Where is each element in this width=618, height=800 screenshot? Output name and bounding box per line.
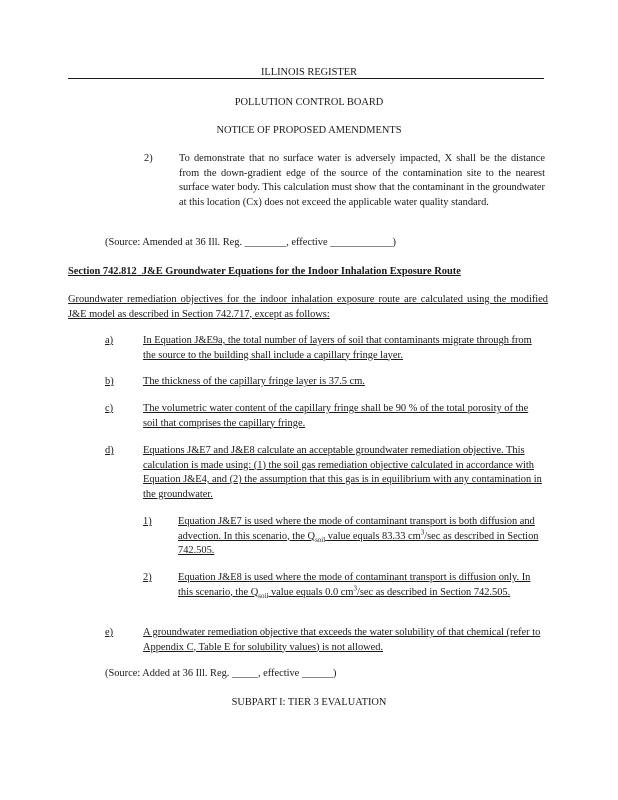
subpart-heading: SUBPART I: TIER 3 EVALUATION <box>231 697 387 708</box>
item-2-label: 2) <box>144 153 153 164</box>
subitem-1-label: 1) <box>143 516 152 527</box>
item-c-label: c) <box>105 403 114 414</box>
section-title: J&E Groundwater Equations for the Indoor Inhalation Exposure Route <box>141 266 461 277</box>
item-a-text: In Equation J&E9a, the total number of layers of soil that contaminants migrate through from the source to the building shall include a capillary fringe layer. <box>143 335 532 361</box>
subitem-1-text: Equation J&E7 is used where the mode of contaminant transport is both diffusion and advection. In this scenario, the $Q_{soil}$ value equals 83.33 $cm^3/\sec$ as described in Section 742.505. <box>178 516 539 556</box>
item-d-label: d) <box>105 445 114 456</box>
item-a-label: a) <box>105 335 114 346</box>
section-number: Section 742.812 <box>68 266 137 277</box>
source-note-amended: (Source: Amended at 36 Ill. Reg. ________, effective ____________) <box>105 237 396 248</box>
section-heading <box>68 265 548 280</box>
notice-title: NOTICE OF PROPOSED AMENDMENTS <box>216 125 402 136</box>
register-title: ILLINOIS REGISTER <box>260 67 358 78</box>
subitem-2-text: Equation J&E8 is used where the mode of contaminant transport is diffusion only. In this scenario, the $Q_{soil}$ value equals 0.0 $cm^3/\sec$ as described in Section 742.505. <box>178 572 531 600</box>
board-title: POLLUTION CONTROL BOARD <box>234 97 384 108</box>
item-2-text: To demonstrate that no surface water is adversely impacted, X shall be the distance from the down-gradient edge of the source of the contamination site to the nearest surface water body. This calculation must show that the contaminant in the groundwater at this location (Cx) does not exceed the applicable water quality standard. <box>179 153 545 208</box>
intro-paragraph: Groundwater remediation objectives for the indoor inhalation exposure route are calculated using the modified J&E model as described in Section 742.717, except as follows: <box>68 294 548 320</box>
item-b-text: The thickness of the capillary fringe layer is 37.5 cm. <box>143 376 365 387</box>
item-e-label: e) <box>105 627 114 638</box>
item-e-text: A groundwater remediation objective that exceeds the water solubility of that chemical (refer to Appendix C, Table E for solubility values) is not allowed. <box>143 627 541 653</box>
item-c-text: The volumetric water content of the capillary fringe shall be 90 % of the total porosity of the soil that comprises the capillary fringe. <box>143 403 529 429</box>
source-note-added: (Source: Added at 36 Ill. Reg. _____, effective ______) <box>105 668 337 679</box>
subitem-2-label: 2) <box>143 572 152 583</box>
item-b-label: b) <box>105 376 114 387</box>
item-d-text: Equations J&E7 and J&E8 calculate an acceptable groundwater remediation objective. This calculation is made using: (1) the soil gas remediation objective calculated in accordance with Equation J&E4, and (2) the assumption that this gas is in equilibrium with any contamination in the groundwater. <box>143 445 542 500</box>
